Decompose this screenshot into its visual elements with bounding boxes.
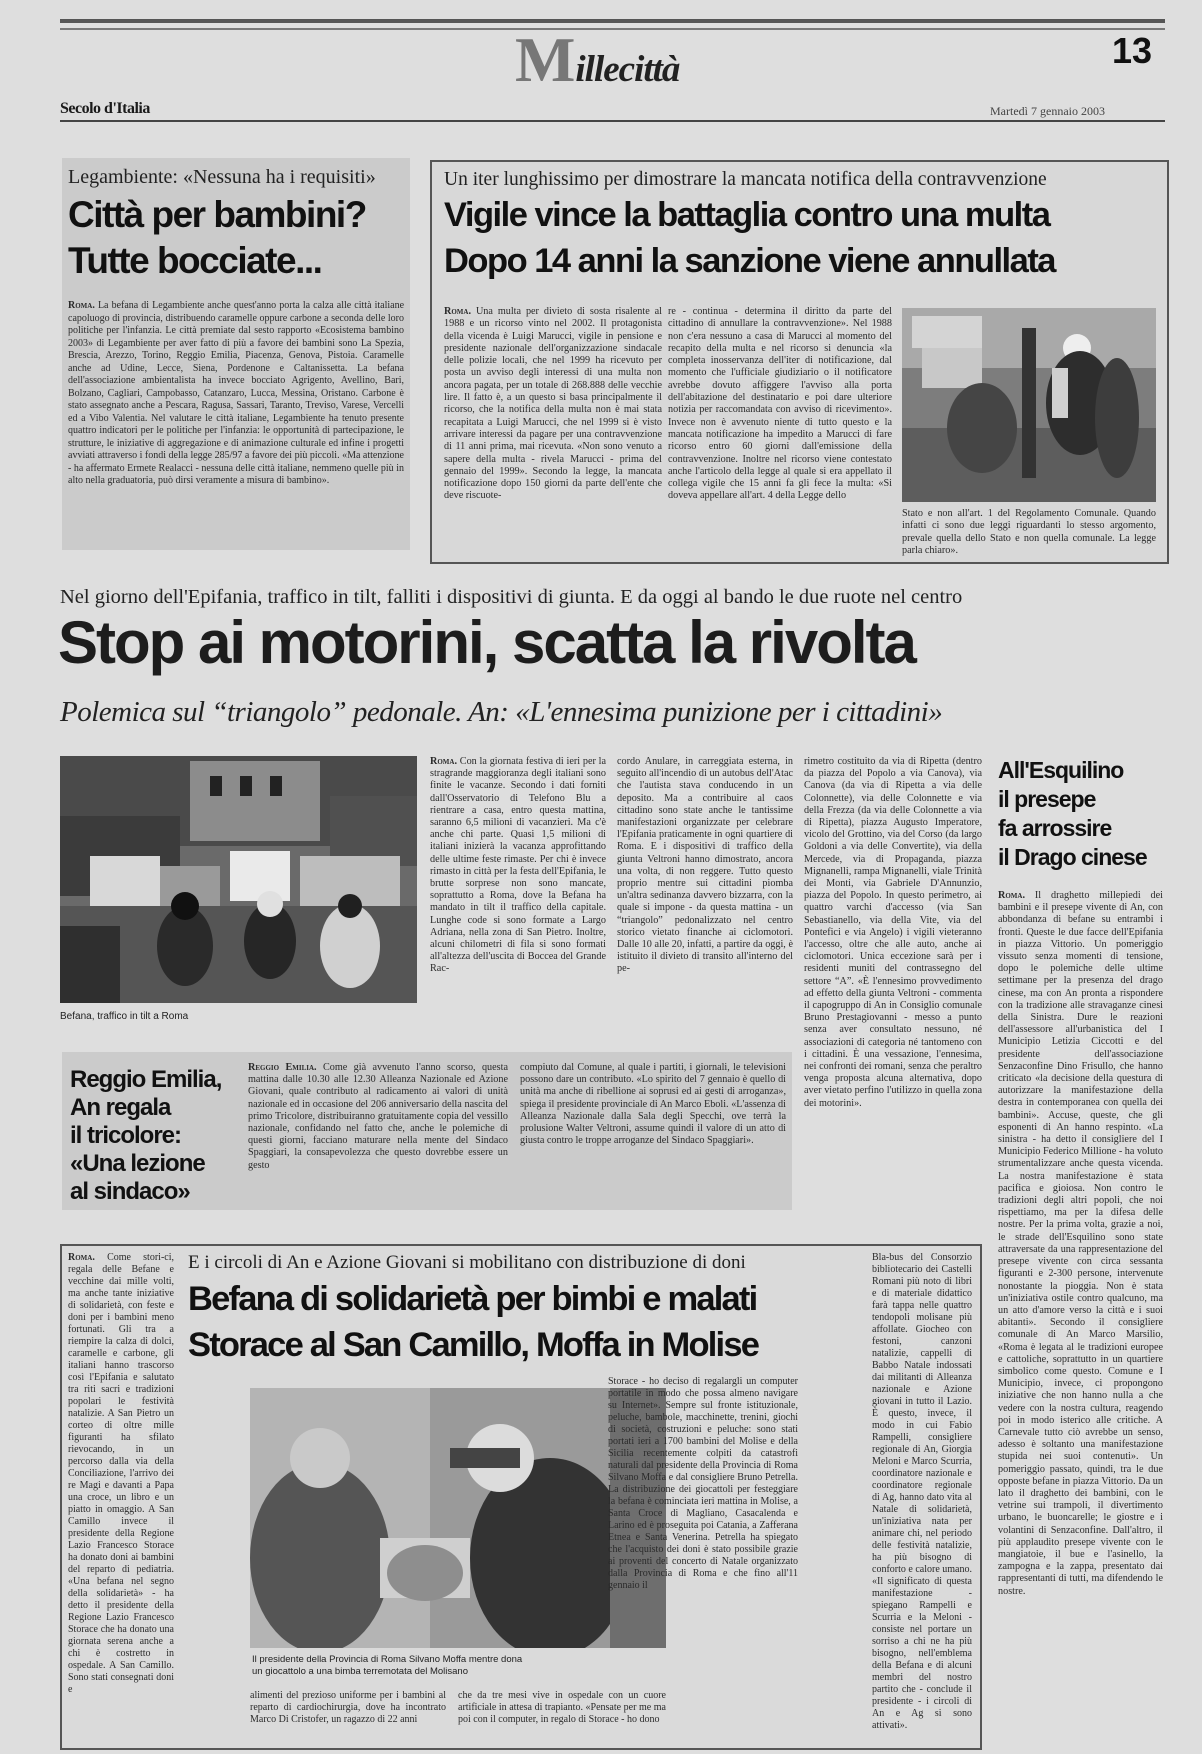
article-befana-title-2: Storace al San Camillo, Moffa in Molise bbox=[188, 1326, 759, 1364]
article-bambini-dateline: Roma. bbox=[68, 300, 95, 311]
page-number: 13 bbox=[1112, 30, 1153, 71]
article-esquilino-body: Roma. Il draghetto millepiedi dei bambini e il presepe vivente di An, con abbondanza di befane su entrambi i fronti. Queste le due facce dell'Epifania in piazza Vittorio. Un pomeriggio vissuto senza momenti di tensione, dopo le polemiche delle ultime settimane per la presenza del drago cinese, ma con An pronta a rispondere con la tradizione alle stravaganze cinesi della Sinistra. Dure le reazioni dell'assessore all'urbanistica del I Municipio Letizia Ciccotti e del presidente dell'associazione Senzaconfine Dino Frisullo, che hanno criticato «la decisione della questura di autorizzare la manifestazione della destra in contemporanea con quella dei bambini». Accuse, queste, che gli esponenti di An hanno respinto. «La sinistra - ha detto il consigliere del I Municipio Federico Millione - ha voluto strumentalizzare anche questa vicenda. La nostra manifestazione è stata pacifica e gioiosa. Non contro le tradizioni degli altri popoli, che noi rispettiamo, ma per la difesa delle nostre. Per la prima volta, grazie a noi, le strade dell'Esquilino sono state attraversate da una rappresentazione del presepe vivente con circa sessanta figuranti e 2-300 persone, intervenute nonostante la pioggia. Non è stata un'iniziativa ostile contro qualcuno, ma un atto d'amore verso la città e i suoi abitanti». Secondo il consigliere comunale di An Marco Marsilio, «Roma è legata al le tradizioni europee e cattoliche, soprattutto in un quartiere simbolico come questo. Comune e I Municipio, invece, ci propongono iniziative che non hanno nulla a che vedere con la nostra cultura, reagendo poi in modo isterico alle critiche. A Carnevale tutto ciò avrebbe un senso, adesso è soltanto una manifestazione stupida nei suoi contenuti». Un pomeriggio passato, quindi, tra le due opposte befane in piazza Vittorio. Da un lato il draghetto dei bambini, con le vetrine sui trampoli, il divertimento urbano, le buoncarelle; le giostre e i volantini di Senzaconfine. Dall'altro, il più applaudito presepe vivente con le mangiatoie, il bue e l'asinello, la zampogna e la zappa, presentato dai rappresentanti di tutti, ma difendendo le nostre. bbox=[998, 890, 1163, 1597]
article-vigile-col3: Stato e non all'art. 1 del Regolamento Comunale. Quando infatti ci sono due leggi riguardanti lo stesso argomento, prevale quella dello Stato e non quella comunale. La legge parla chiaro». bbox=[902, 508, 1156, 556]
main-story-kicker: Nel giorno dell'Epifania, traffico in tilt, falliti i dispositivi di giunta. E da oggi al bando le due ruote nel centro bbox=[60, 586, 963, 608]
article-bambini-body bbox=[68, 300, 404, 488]
main-story-title: Stop ai motorini, scatta la rivolta bbox=[58, 609, 915, 676]
article-befana bbox=[60, 1244, 982, 1750]
article-reggio bbox=[62, 1052, 792, 1210]
article-vigile-col1: Roma. Una multa per divieto di sosta risalente al 1988 e un ricorso vinto nel 2002. Il protagonista della vicenda è Luigi Marucci, vigile in pensione e presidente nazionale dell'organizzazione sindacale delle polizie locali, che nel 1999 ha ricevuto per posta un avviso degli interessi di una multa non ancora pagata, per un totale di 268.888 delle vecchie lire. Il fatto è, a un questo si basa principalmente il ricorso, che la notifica della multa non è mai stata recapitata a Luigi Marucci, che nel 1999 si è visto arrivare interessi da pagare per una contravvenzione di 11 anni prima, mai ricevuta. «Non sono venuto a sapere della multa - rivela Marucci - prima del gennaio del 1999». Secondo la legge, la mancata notificazione dopo 150 giorni da parte dell'ente che deve riscuote- bbox=[444, 306, 662, 502]
article-bambini-title-2: Tutte bocciate... bbox=[68, 240, 322, 281]
article-bambini-text: La befana di Legambiente anche quest'anno porta la calza alle città italiane capoluogo di provincia, distribuendo caramelle oppure carbone a seconda delle loro politiche per l'infanzia. Le città premiate dal sesto rapporto «Ecosistema bambino 2003» di Legambiente per aver fatto di più a favore dei bambini sono La Spezia, Brescia, Arezzo, Torino, Reggio Emilia, Piacenza, Genova, Pistoia. Caramelle anche ad Udine, Lecce, Siena, Pordenone e Caltanissetta. La befana dell'associazione ambientalista ha invece bocciato Agrigento, Avellino, Bari, Bolzano, Cagliari, Campobasso, Catanzaro, Lucca, Messina, Oristano. Carbone è stato assegnato anche a Pescara, Ragusa, Sassari, Taranto, Treviso, Varese, Vercelli ed a Vibo Valentia. Nel valutare le città italiane, Legambiente ha tenuto presente quattro indicatori per le politiche per l'infanzia: le opportunità di partecipazione, le strutture, le iniziative di aggregazione e di animazione culturale ed infine i progetti avviati attraverso i fondi della legge 285/97 a favore dei più piccoli. «Ma attenzione - ha affermato Ermete Realacci - nessuna delle città italiane, nemmeno quelle più in alto nella graduatoria, può dirsi veramente a misura di bambino». bbox=[68, 300, 405, 486]
main-story-col2: cordo Anulare, in carreggiata esterna, in seguito all'incendio di un autobus dell'Atac che l'autista stava conducendo in un deposito. Ma a contribuire al caos cittadino sono state anche le tantissime manifestazioni organizzate per celebrare l'Epifania praticamente in ogni quartiere di Roma. E i dispositivi di traffico della giunta Veltroni hanno dimostrato, ancora una volta, di non reggere. Tutto questo proprio mentre sui cittadini piomba un'altra sedinanza davvero bizzarra, con la quale si impone - da questa mattina - un “triangolo” pedonalizzato nel centro storico vietato finanche ai ciclomotori. Dalle 10 alle 20, infatti, a partire da oggi, è istituito il divieto di transito all'interno del pe- bbox=[617, 756, 793, 975]
section-logo bbox=[515, 24, 680, 95]
article-reggio-col1: Reggio Emilia. Come già avvenuto l'anno scorso, questa mattina dalle 10.30 alle 12.30 Alleanza Nazionale ed Azione Giovani, quale contributo al radicamento ai valori di unità nazionale ed in occasione del 206 anniversario della nascita del primo Tricolore, distribuiranno gratuitamente copia del vessillo nazionale, confidando nel fatto che, anche le polemiche di questi giorni, facciano maturare nella mente del Sindaco Spaggiari, la consapevolezza che questo dovrebbe essere un gesto bbox=[248, 1062, 508, 1171]
main-story-subtitle: Polemica sul “triangolo” pedonale. An: «L'ennesima punizione per i cittadini» bbox=[60, 696, 943, 728]
article-befana-col2: alimenti del prezioso uniforme per i bambini al reparto di cardiochirurgia, dove ha incontrato Marco Di Cristofer, un ragazzo di 22 anni bbox=[250, 1690, 446, 1725]
masthead-rule bbox=[60, 120, 1165, 122]
article-vigile-dateline: Roma. bbox=[444, 306, 472, 317]
moffa-photo bbox=[250, 1388, 666, 1648]
issue-date: Martedì 7 gennaio 2003 bbox=[990, 104, 1105, 118]
article-reggio-col2: compiuto dal Comune, al quale i partiti, i giornali, le televisioni possono dare un contributo. «Lo spirito del 7 gennaio è quello di unità ma anche di ribellione ai soprusi ed ai gesti di arroganza», spiega il presidente provinciale di An Marco Eboli. «L'assenza di Alleanza Nazionale dalla Sala degli Specchi, ove terrà la prolusione Walter Veltroni, assume quindi il valore di un atto di giusta contro le troppe arroganze del Sindaco Spaggiari». bbox=[520, 1062, 786, 1147]
traffic-photo bbox=[60, 756, 417, 1003]
article-vigile bbox=[430, 160, 1169, 564]
article-befana-title-1: Befana di solidarietà per bimbi e malati bbox=[188, 1280, 757, 1318]
section-logo-text: illecittà bbox=[575, 49, 680, 90]
section-logo-initial: M bbox=[515, 24, 576, 95]
article-befana-dateline: Roma. bbox=[68, 1252, 95, 1263]
traffic-police-photo bbox=[902, 308, 1156, 502]
article-bambini-title-1: Città per bambini? bbox=[68, 194, 366, 235]
main-story-col1: Roma. Con la giornata festiva di ieri per la stragrande maggioranza degli italiani sono finite le vacanze. Secondo i dati forniti dall'Osservatorio di Telefono Blu a rientrare a casa, entro questa mattina, saranno 6,5 milioni di vacanzieri. Ma c'è anche chi parte. Quasi 1,5 milioni di italiani inizierà la vacanza approfittando delle ultime feste rimaste. Per chi è invece rimasto in città per la festa dell'Epifania, le brutte sorprese non sono mancate, soprattutto a Roma, dove la Befana ha mandato in tilt il traffico della capitale. Lunghe code si sono formate a Largo Adriana, nella zona di San Pietro. Inoltre, alcuni chilometri di fila si sono formati all'altezza dell'uscita di Boccea del Grande Rac- bbox=[430, 756, 606, 975]
article-vigile-col2: re - continua - determina il diritto da parte del cittadino di annullare la contravvenzione». Nel 1988 non c'era nessuno a casa di Marucci al momento del recapito della multa e nel ricorso si denuncia «la completa inosservanza dell'iter di notificazione, dal momento che l'ufficiale giudiziario o il notificatore avrebbe dovuto affiggere l'avviso alla porta dell'abitazione del destinatario e poi dare ulteriore notizia per raccomandata con avviso di ricevimento». Invece non è avvenuto niente di tutto questo e la mancata notificazione ha impedito a Marucci di fare ricorso entro 60 giorni dall'emissione della contravvenzione. Inoltre nel ricorso viene contestato anche l'articolo della legge al quale si era appellato il collega vigile che 15 anni fa gli fece la multa: «Si doveva appellare all'art. 4 della Legge dello bbox=[668, 306, 892, 502]
traffic-photo-caption: Befana, traffico in tilt a Roma bbox=[60, 1011, 189, 1022]
main-story-dateline: Roma. bbox=[430, 756, 458, 767]
moffa-photo-caption: Il presidente della Provincia di Roma Silvano Moffa mentre dona un giocattolo a una bimba terremotata del Molisano bbox=[252, 1654, 523, 1677]
article-bambini-kicker: Legambiente: «Nessuna ha i requisiti» bbox=[68, 166, 376, 188]
article-befana-col1: Roma. Come stori-ci, regala delle Befane e vecchine dai mille volti, ma anche tante iniziative di solidarietà, con feste e doni per i bambini meno fortunati. Gli tra a riempire la calza di dolci, caramelle e carbone, gli italiani hanno trascorso così l'Epifania e salutato tra riti sacri e tradizioni popolari le festività natalizie. A San Pietro un corteo di oltre mille figuranti ha sfilato rievocando, in un percorso dalla via della Conciliazione, l'arrivo dei re Magi e davanti a Papa una croce, un libro e un piatto in omaggio. A San Camillo invece il presidente della Regione Lazio Francesco Storace ha donato doni ai bambini del reparto di pediatria. «Una befana nel segno della solidarietà» - ha detto il presidente della Regione Lazio Francesco Storace che ha donato una giornata serena anche a chi è costretto in ospedale. A San Camillo. Sono stati consegnati doni e bbox=[68, 1252, 174, 1695]
article-esquilino-dateline: Roma. bbox=[998, 890, 1026, 901]
traffic-police-photo-graphic bbox=[902, 308, 1156, 502]
main-story-col3: rimetro costituito da via di Ripetta (dentro da piazza del Popolo a via Canova), via Canova (da via di Ripetta a via delle Colonnette), via delle Colonnette e via della Frezza (da via delle Colonnette a via di Ripetta), piazza Augusto Imperatore, vicolo del Grottino, via del Corso (da largo Goldoni a via delle Convertite), via della Mercede, via di Propaganda, piazza Mignanelli, rampa Mignanelli, viale Trinità dei Monti, via Gabriele D'Annunzio, piazza del Popolo. In questo perimetro, ai quattro varchi d'accesso (via San Sebastianello, via della Vite, via del Pontefici e via Angelo) i vigili vieteranno l'accesso, oltre che alle auto, anche ai ciclomotori. Unica eccezione sarà per i residenti muniti del contrassegno del settore “A”. «È l'ennesimo provvedimento ad effetto della giunta Veltroni - commenta il capogruppo di An in Consiglio comunale Bruno Prestagiovanni - messo a punto senza aver consultato nessuno, né associazioni di categoria né tantomeno con i cittadini. È una vessazione, l'ennesima, nei confronti dei romani, senza che peraltro venga proposta alcuna alternativa, dopo aver vietato perfino l'utilizzo in quella zona dei motorini». bbox=[804, 756, 982, 1109]
article-befana-kicker: E i circoli di An e Azione Giovani si mobilitano con distribuzione di doni bbox=[188, 1252, 746, 1273]
moffa-photo-graphic bbox=[250, 1388, 666, 1648]
article-vigile-title-2: Dopo 14 anni la sanzione viene annullata bbox=[444, 242, 1055, 280]
article-befana-col3: che da tre mesi vive in ospedale con un cuore artificiale in attesa di trapianto. «Pensate per me ma poi con il computer, in regalo di Storace - ho dono bbox=[458, 1690, 666, 1725]
top-rule-thick bbox=[60, 19, 1165, 23]
article-vigile-title-1: Vigile vince la battaglia contro una multa bbox=[444, 196, 1050, 234]
paper-name: Secolo d'Italia bbox=[60, 100, 150, 117]
article-befana-col4a-visible: Storace - ho deciso di regalargli un computer portatile in modo che possa almeno navigare su Internet». Sempre sul fronte istituzionale, peluche, bambole, macchinette, trenini, giochi di società, costruzioni e peluche: sono stati portati ieri a 1700 bambini del Molise e della Sicilia recentemente colpiti da catastrofi naturali dal presidente della Provincia di Roma Silvano Moffa e dal consigliere Bruno Petrella. La distribuzione dei giocattoli per festeggiare la befana è cominciata ieri mattina in Molise, a Santa Croce di Magliano, Casacalenda e Larino ed è proseguita poi Catania, a Zafferana Etnea e Santa Venerina. Petrella ha spiegato che l'acquisto dei doni è stato possibile grazie ai proventi del concerto di Natale organizzato dalla Provincia di Roma e che fino all'11 gennaio il bbox=[608, 1376, 798, 1591]
traffic-photo-graphic bbox=[60, 756, 417, 1003]
top-rule-thin bbox=[60, 28, 1165, 30]
article-befana-col4b: Bla-bus del Consorzio bibliotecario dei Castelli Romani più noto di libri e di materiale didattico farà tappa nelle quattro tendopoli molisane più affollate. Giocheo con festoni, canzoni natalizie, cappelli di Babbo Natale indossati dai militanti di Alleanza nazionale e Azione giovani in tutto il Lazio. È questo, invece, il modo in cui Fabio Rampelli, consigliere regionale di An, Giorgia Meloni e Marco Scurria, coordinatore nazionale e coordinatore regionale di Ag, hanno dato vita al Natale di solidarietà, un'iniziativa nata per animare chi, nel periodo delle festività natalizie, ha più bisogno di conforto e calore umano. «Il significato di questa manifestazione - spiegano Rampelli e Scurria e la Meloni - consiste nel portare un sorriso a chi ne ha più bisogno, nell'emblema della Befana e di alcuni membri del nostro partito che - conclude il presidente - i circoli di An e Ag si sono attivati». bbox=[872, 1252, 972, 1731]
article-reggio-dateline: Reggio Emilia. bbox=[248, 1062, 317, 1073]
article-vigile-kicker: Un iter lunghissimo per dimostrare la mancata notifica della contravvenzione bbox=[444, 169, 1047, 190]
article-bambini bbox=[62, 158, 410, 550]
article-reggio-title: Reggio Emilia, An regala il tricolore: «Una lezione al sindaco» bbox=[70, 1066, 222, 1205]
article-esquilino-title: All'Esquilino il presepe fa arrossire il Drago cinese bbox=[998, 757, 1147, 870]
